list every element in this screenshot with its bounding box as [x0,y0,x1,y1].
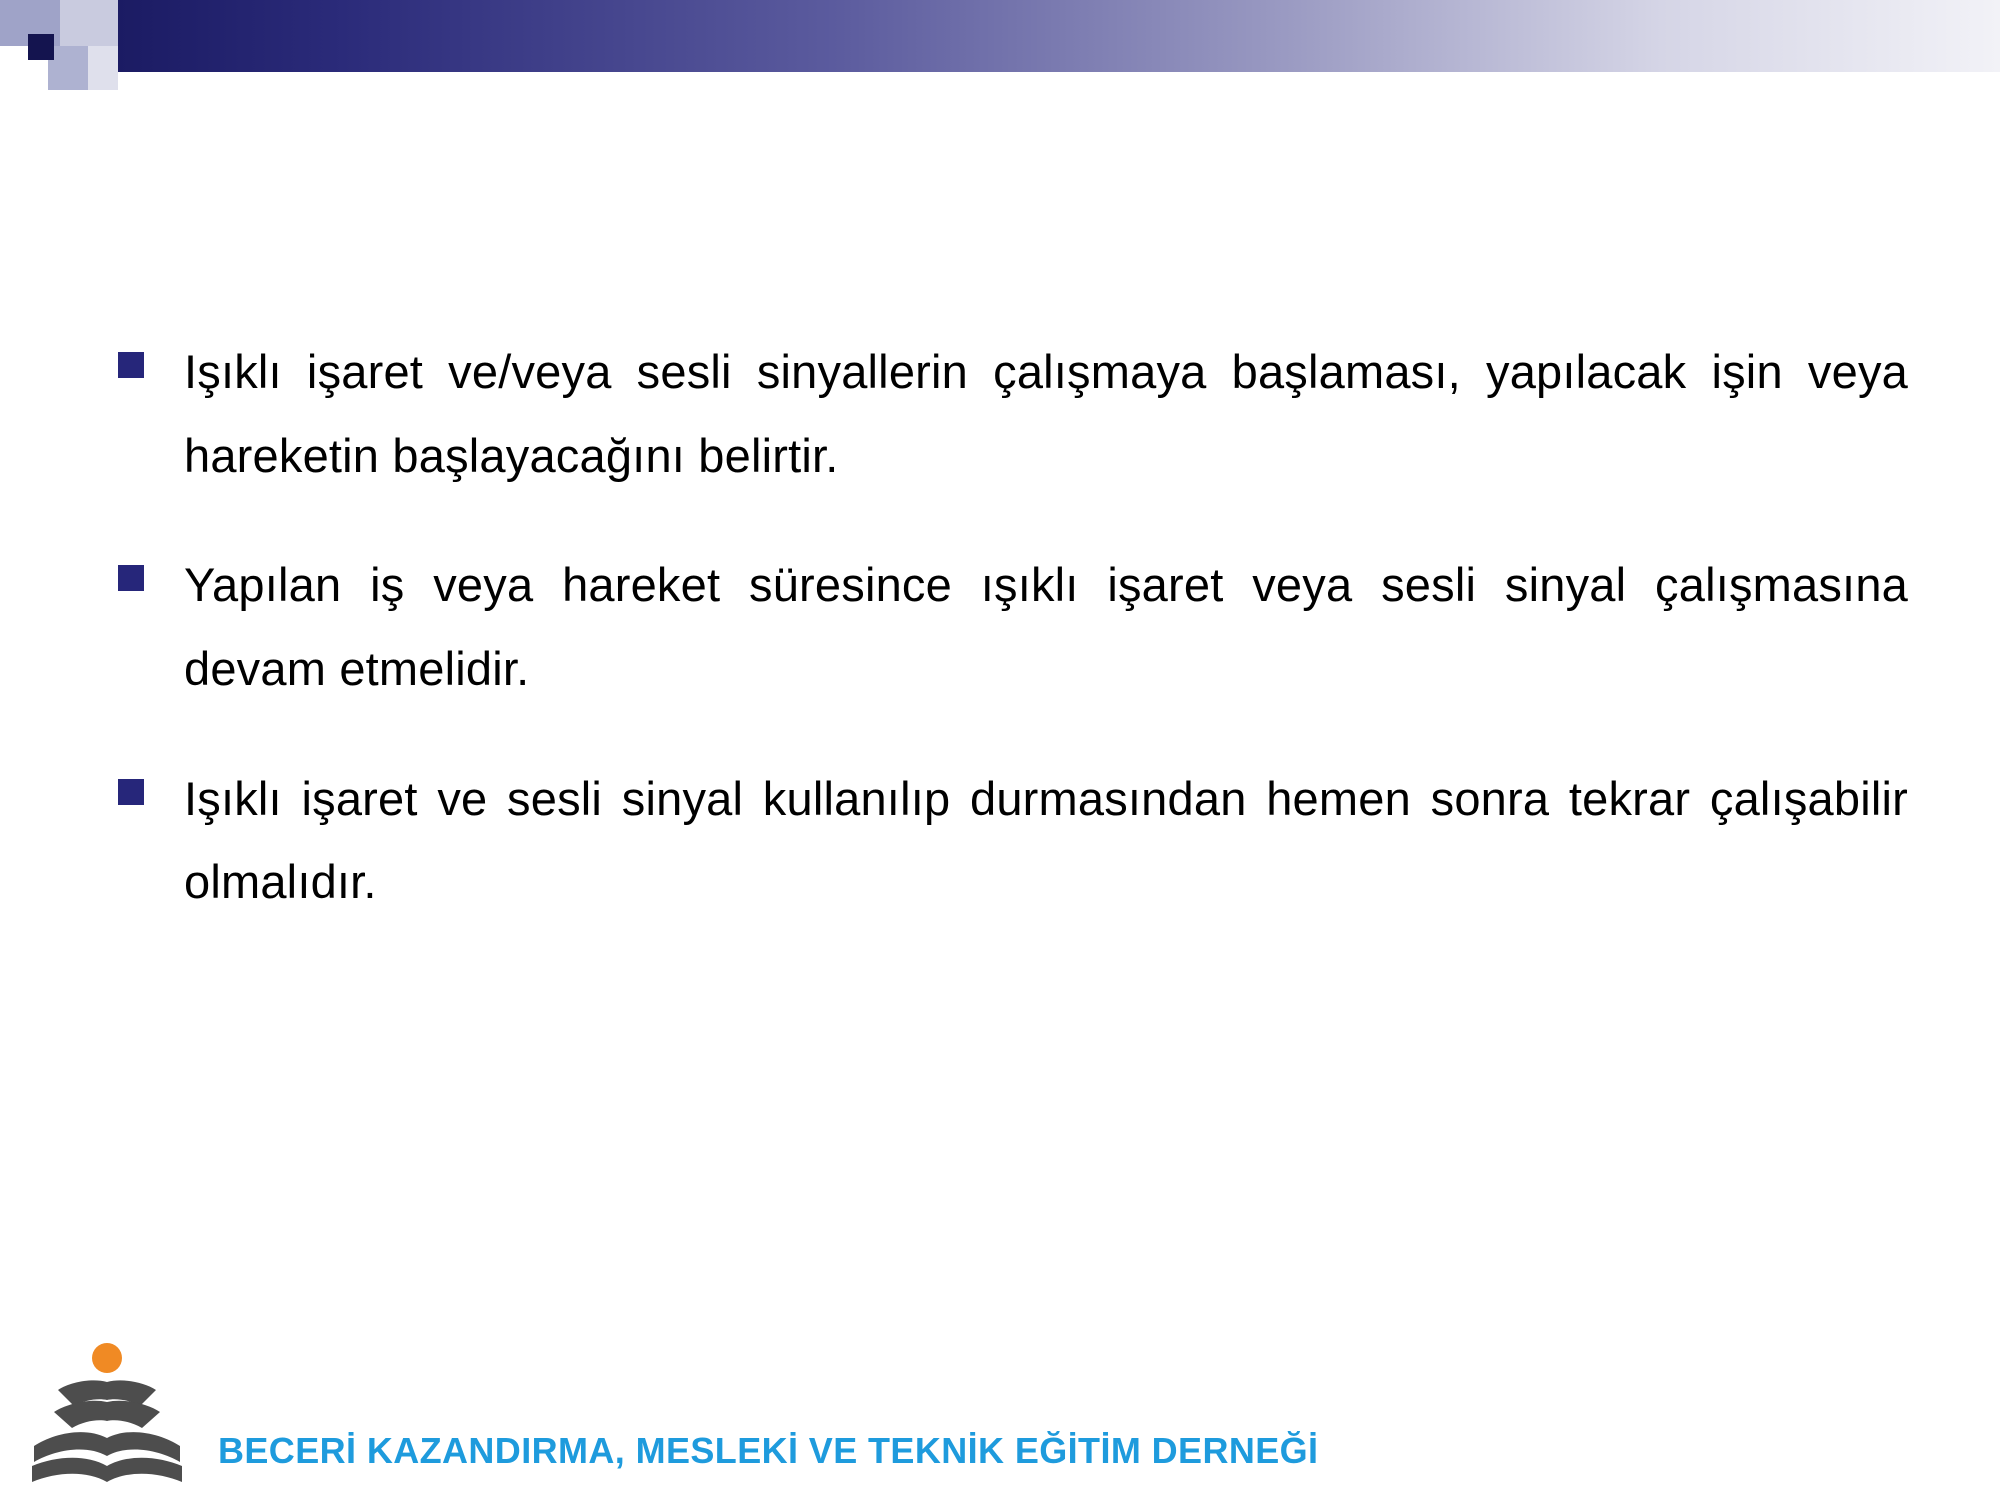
deco-block-lower-right [88,46,118,90]
slide-body [118,330,1908,970]
bullet-text: Yapılan iş veya hareket süresince ışıklı işaret veya sesli sinyal çalışmasına devam etmelidir. [184,558,1908,695]
slide-header-decoration [0,0,2000,130]
square-bullet-icon [118,779,144,805]
open-book-logo-icon [22,1342,192,1492]
list-item [118,330,1908,497]
square-accent-icon [28,34,54,60]
square-bullet-icon [118,352,144,378]
gradient-bar-decoration [118,0,2000,72]
slide-footer [0,1330,2000,1500]
list-item [118,757,1908,924]
footer-organization-name: BECERİ KAZANDIRMA, MESLEKİ VE TEKNİK EĞİTİM DERNEĞİ [218,1430,1319,1471]
deco-block-upper-right [60,0,118,46]
bullet-text: Işıklı işaret ve/veya sesli sinyallerin çalışmaya başlaması, yapılacak işin veya hareketin başlayacağını belirtir. [184,345,1908,482]
list-item [118,543,1908,710]
square-bullet-icon [118,565,144,591]
bullet-text: Işıklı işaret ve sesli sinyal kullanılıp durmasından hemen sonra tekrar çalışabilir olmalıdır. [184,771,1908,909]
